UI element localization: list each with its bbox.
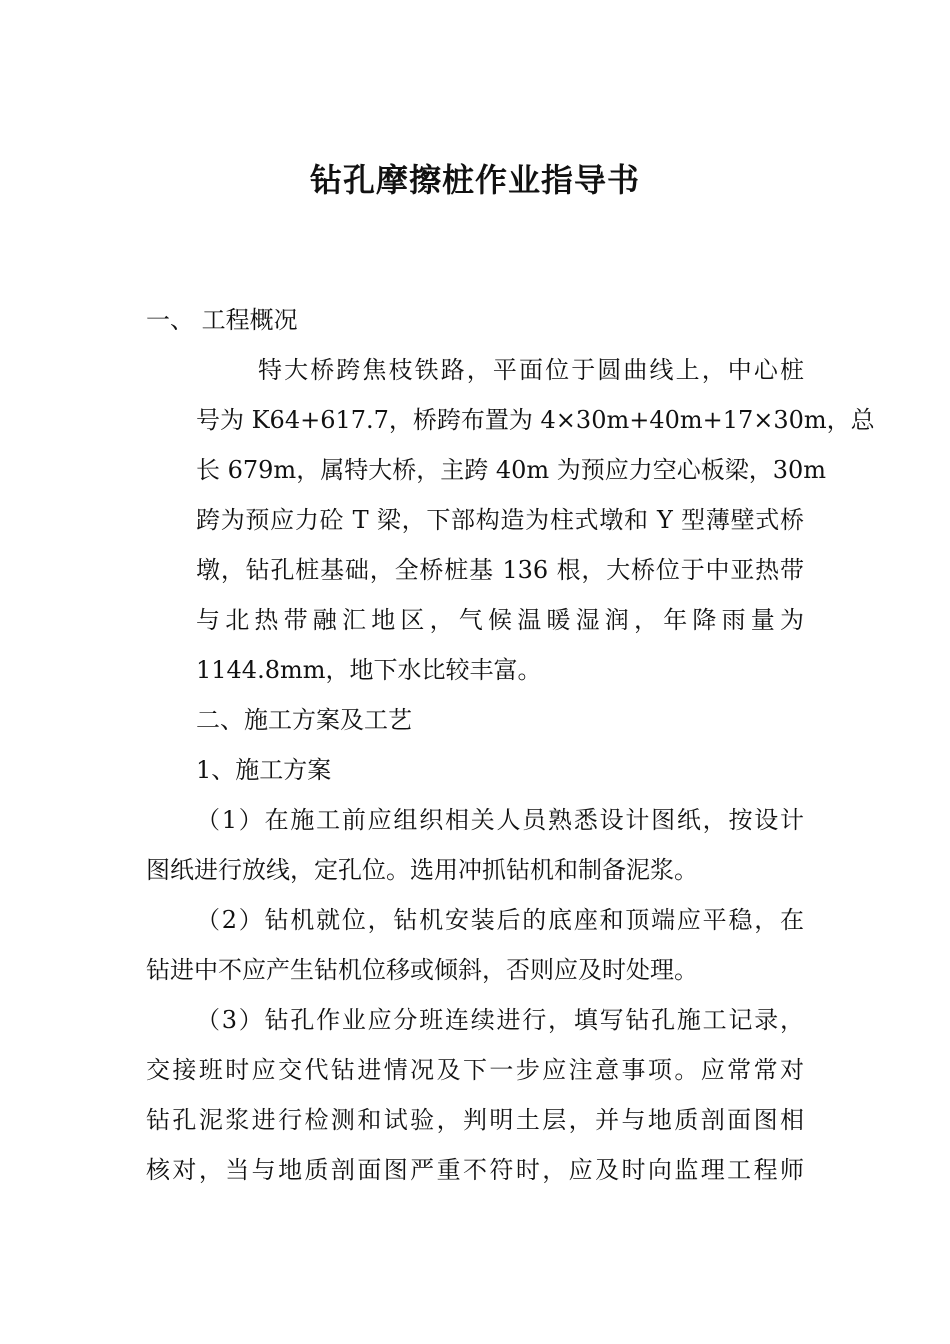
body-text-line: 交接班时应交代钻进情况及下一步应注意事项。应常常对 [146,1056,804,1084]
body-text-line: 特大桥跨焦枝铁路，平面位于圆曲线上，中心桩 [258,356,804,384]
body-text-line: （3）钻孔作业应分班连续进行，填写钻孔施工记录， [196,1006,804,1034]
body-text-line: 核对，当与地质剖面图严重不符时，应及时向监理工程师 [146,1156,804,1184]
body-text-line: （2）钻机就位，钻机安装后的底座和顶端应平稳，在 [196,906,804,934]
body-text-line: （1）在施工前应组织相关人员熟悉设计图纸，按设计 [196,806,804,834]
body-text-line: 跨为预应力砼 T 梁，下部构造为柱式墩和 Y 型薄壁式桥 [196,506,804,534]
heading-construction-plan: 二、施工方案及工艺 [196,706,412,734]
heading-project-overview: 一、 工程概况 [146,306,298,334]
body-text-line: 图纸进行放线，定孔位。选用冲抓钻机和制备泥浆。 [146,856,698,884]
document-title: 钻孔摩擦桩作业指导书 [309,161,640,199]
subheading-plan: 1、施工方案 [196,756,332,784]
body-text-line: 墩，钻孔桩基础，全桥桩基 136 根，大桥位于中亚热带 [196,556,804,584]
body-text-line: 钻孔泥浆进行检测和试验，判明土层，并与地质剖面图相 [146,1106,804,1134]
body-text-line: 号为 K64+617.7，桥跨布置为 4×30m+40m+17×30m，总 [196,406,875,434]
body-text-line: 钻进中不应产生钻机位移或倾斜，否则应及时处理。 [146,956,698,984]
body-text-line: 长 679m，属特大桥，主跨 40m 为预应力空心板梁，30m [196,456,827,484]
body-text-line: 1144.8mm，地下水比较丰富。 [196,656,542,684]
body-text-line: 与北热带融汇地区，气候温暖湿润，年降雨量为 [196,606,804,634]
